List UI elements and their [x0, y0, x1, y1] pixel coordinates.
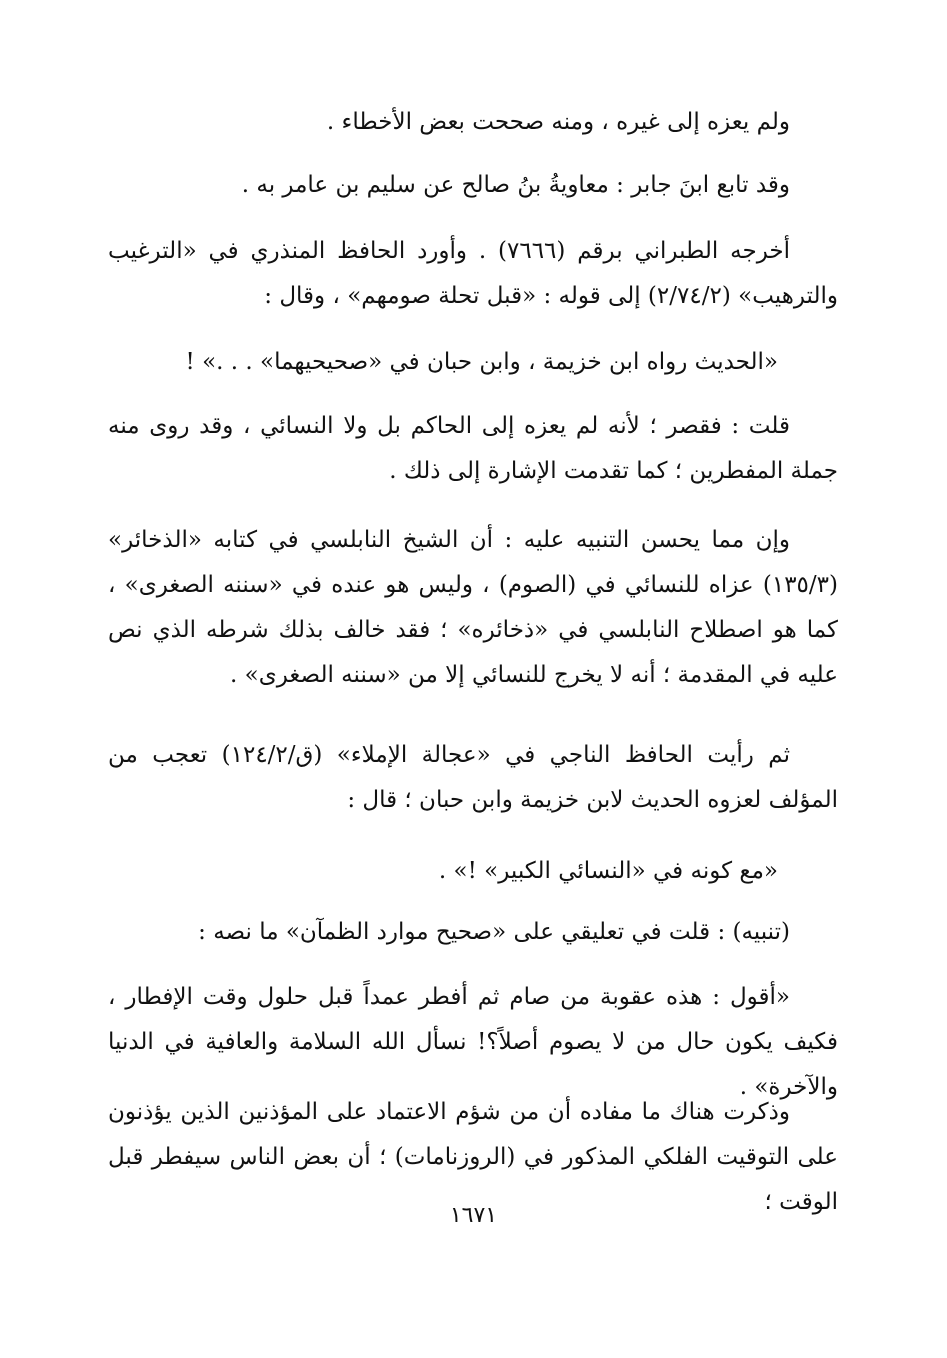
note-heading: (تنبيه) : قلت في تعليقي على «صحيح موارد الظمآن» ما نصه :	[198, 919, 790, 945]
paragraph-4: قلت : فقصر ؛ لأنه لم يعزه إلى الحاكم بل ولا النسائي ، وقد روى منه جملة المفطرين ؛ كما تقدمت الإشارة إلى ذلك .	[108, 413, 838, 484]
paragraph-3: أخرجه الطبراني برقم (٧٦٦٦) . وأورد الحافظ المنذري في «الترغيب والترهيب» (٢/٧٤/٢) إلى قوله : «قبل تحلة صومهم» ، وقال :	[108, 238, 838, 309]
paragraph-1: ولم يعزه إلى غيره ، ومنه صححت بعض الأخطاء .	[326, 109, 790, 135]
quote-1: «الحديث رواه ابن خزيمة ، وابن حبان في «صحيحيهما» . . .» !	[185, 349, 778, 375]
paragraph-2: وقد تابع ابنَ جابر : معاويةُ بنُ صالح عن سليم بن عامر به .	[241, 172, 790, 198]
paragraph-5: وإن مما يحسن التنبيه عليه : أن الشيخ النابلسي في كتابه «الذخائر» (١٣٥/٣) عزاه للنسائي في (الصوم) ، وليس هو عنده في «سننه الصغرى» ، كما هو اصطلاح النابلسي في «ذخائره» ؛ فقد خالف بذلك شرطه الذي نص عليه في المقدمة ؛ أنه لا يخرج للنسائي إلا من «سننه الصغرى» .	[108, 527, 838, 688]
paragraph-7: وذكرت هناك ما مفاده أن من شؤم الاعتماد على المؤذنين الذين يؤذنون على التوقيت الفلكي المذكور في (الروزنامات) ؛ أن بعض الناس سيفطر قبل الوقت ؛	[108, 1099, 838, 1215]
quote-3: «أقول : هذه عقوبة من صام ثم أفطر عمداً قبل حلول وقت الإفطار ، فكيف يكون حال من لا يصوم أصلاً؟! نسأل الله السلامة والعافية في الدنيا والآخرة» .	[108, 984, 838, 1100]
paragraph-6: ثم رأيت الحافظ الناجي في «عجالة الإملاء» (ق/١٢٤/٢) تعجب من المؤلف لعزوه الحديث لابن خزيمة وابن حبان ؛ قال :	[108, 742, 838, 813]
quote-2: «مع كونه في «النسائي الكبير» !» .	[438, 858, 778, 884]
page-number: ١٦٧١	[449, 1203, 498, 1228]
